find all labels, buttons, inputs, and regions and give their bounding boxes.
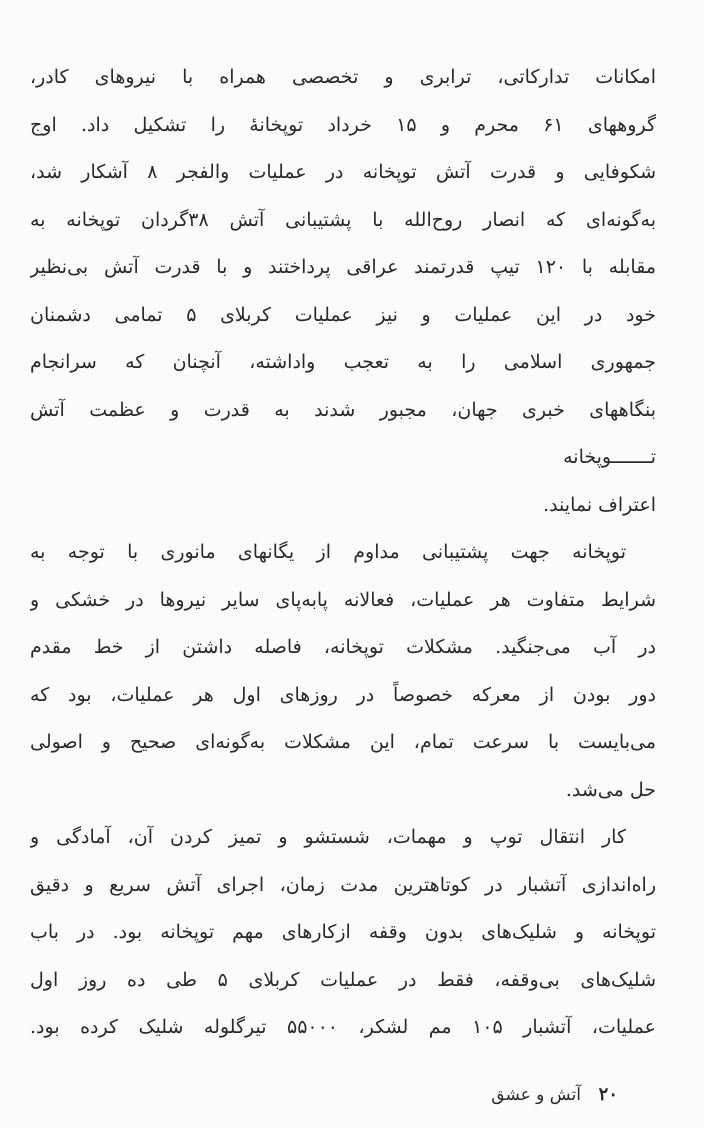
text-line: دور بودن از معرکه خصوصاً در روزهای اول هر عملیات، بود که — [30, 683, 656, 706]
page-number: ۲۰ — [598, 1084, 618, 1105]
text-line: اعتراف نمایند. — [543, 493, 656, 516]
text-line: به‌گونه‌ای که انصار روح‌الله با پشتیبانی آتش ۳۸گردان توپخانه به — [30, 208, 656, 231]
page-body — [30, 54, 656, 1094]
text-line: مقابله با ۱۲۰ تیپ قدرتمند عراقی پرداختند و با قدرت آتش بی‌نظیر — [30, 256, 656, 278]
text-line: شرایط متفاوت هر عملیات، فعالانه پابه‌پای سایر نیروها در خشکی و — [30, 588, 656, 611]
text-line: شلیک‌های بی‌وقفه، فقط در عملیات کربلای ۵ طی ده روز اول — [30, 968, 656, 991]
text-line: خود در این عملیات و نیز عملیات کربلای ۵ تمامی دشمنان — [30, 303, 656, 326]
text-line: گروههای ۶۱ محرم و ۱۵ خرداد توپخانهٔ را تشکیل داد. اوج — [30, 113, 656, 136]
page-footer — [491, 1080, 618, 1110]
paragraph-1 — [30, 54, 656, 529]
text-line: عملیات، آتشبار ۱۰۵ مم لشکر، ۵۵۰۰۰ تیرگلوله شلیک کرده بود. — [30, 1016, 656, 1038]
text-line: امکانات تدارکاتی، ترابری و تخصصی همراه با نیروهای کادر، — [30, 66, 656, 88]
text-line: بنگاههای خبری جهان، مجبور شدند به قدرت و عظمت آتش — [30, 398, 656, 421]
text-line: تـــــــوپخانه — [563, 446, 656, 468]
running-title: آتش و عشق — [491, 1085, 581, 1105]
text-line: شکوفایی و قدرت آتش توپخانه در عملیات والفجر ۸ آشکار شد، — [30, 161, 656, 183]
text-line: کار انتقال توپ و مهمات، شستشو و تمیز کردن آن، آمادگی و — [30, 826, 626, 848]
text-line: توپخانه و شلیک‌های بدون وقفه ازکارهای مهم توپخانه بود. در باب — [30, 921, 656, 943]
text-line: جمهوری اسلامی را به تعجب واداشته، آنچنان که سرانجام — [30, 351, 656, 373]
text-line: می‌بایست با سرعت تمام، این مشکلات به‌گونه‌ای صحیح و اصولی — [30, 731, 656, 753]
text-line: راه‌اندازی آتشبار در کوتاهترین مدت زمان، اجرای آتش سریع و دقیق — [30, 873, 656, 896]
paragraph-3 — [30, 814, 656, 1052]
text-line: توپخانه جهت پشتیبانی مداوم از یگانهای مانوری با توجه به — [30, 541, 626, 563]
paragraph-2 — [30, 529, 656, 814]
text-line: در آب می‌جنگید. مشکلات توپخانه، فاصله داشتن از خط مقدم — [30, 636, 656, 658]
text-line: حل می‌شد. — [565, 778, 656, 801]
